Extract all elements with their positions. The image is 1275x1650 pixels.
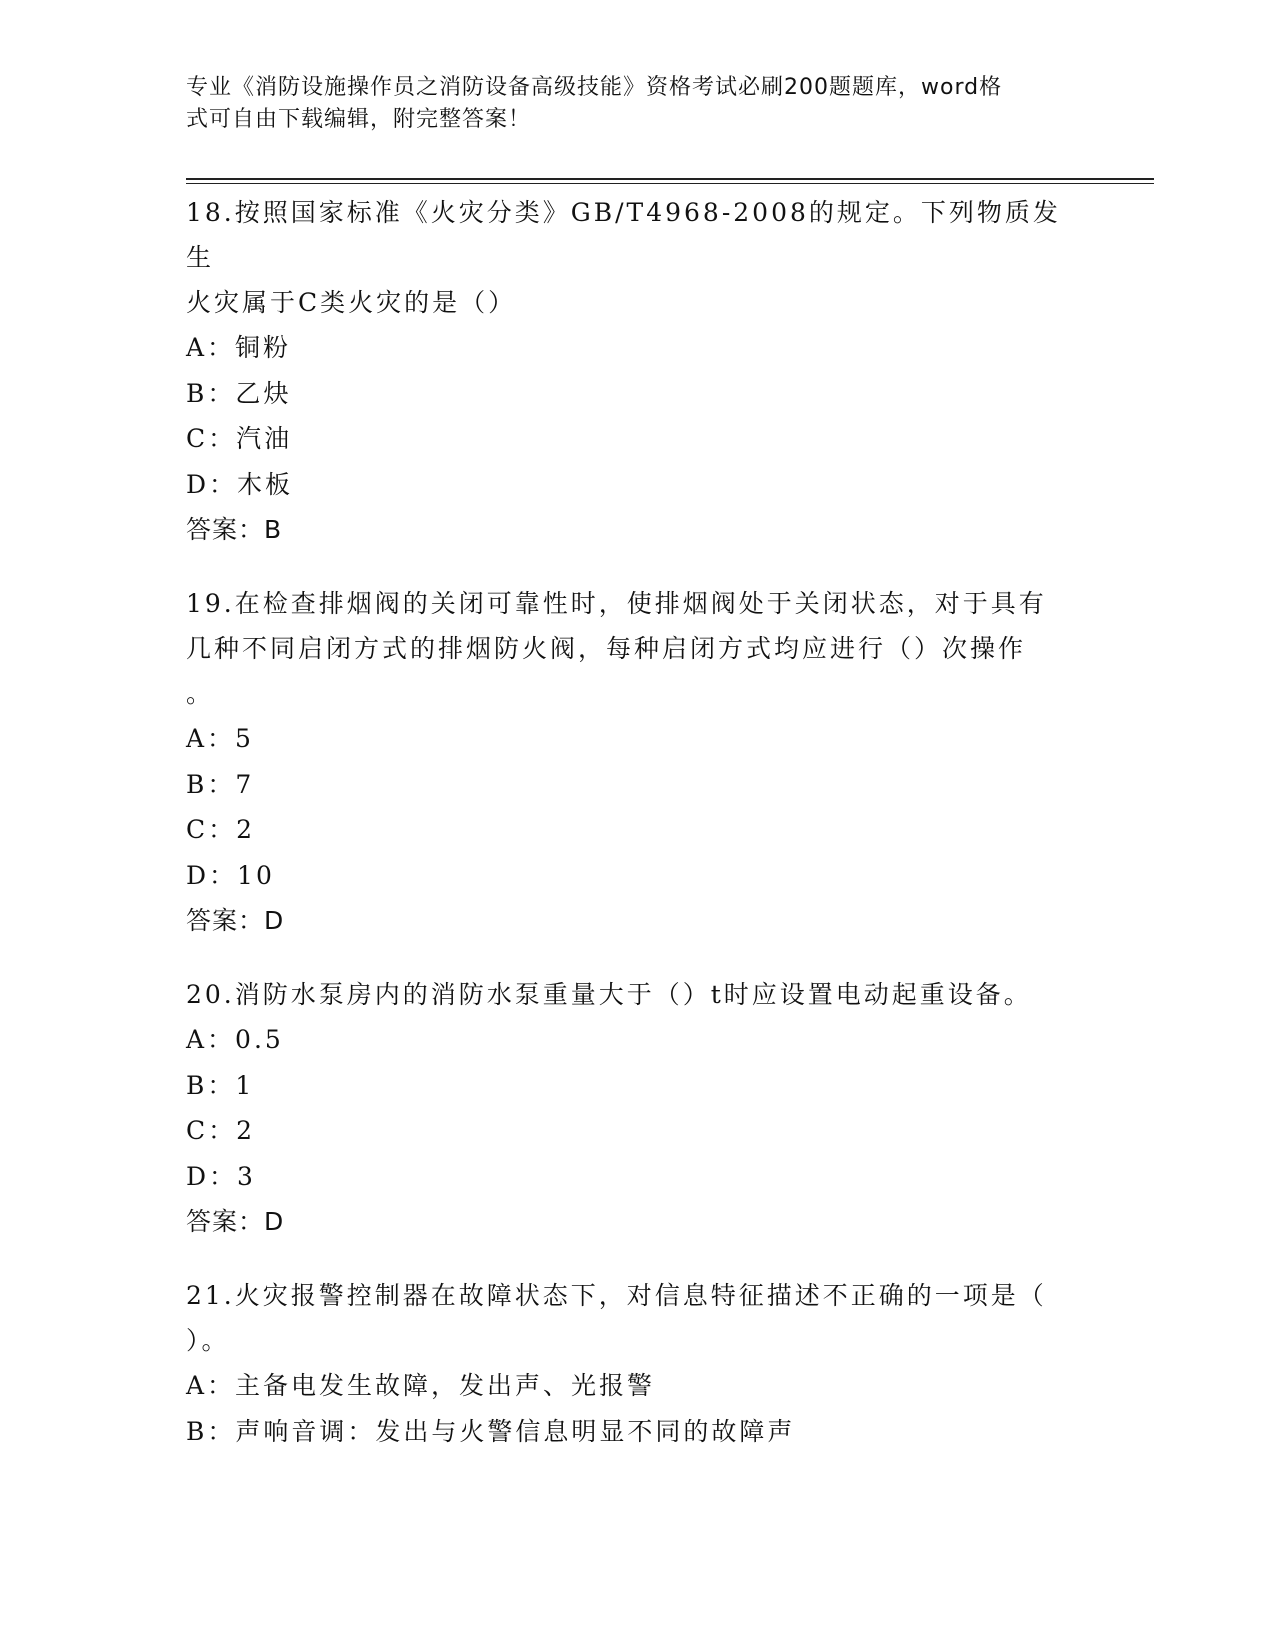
- header-divider-thin: [186, 183, 1154, 184]
- option-c: C：2: [186, 1116, 256, 1145]
- header-line-2: 式可自由下载编辑，附完整答案！: [186, 107, 532, 132]
- question-stem-line: 火灾属于C类火灾的是（）: [186, 288, 517, 317]
- option-c: C：汽油: [186, 424, 293, 453]
- question-18: [186, 190, 1086, 552]
- question-stem-line: 18.按照国家标准《火灾分类》GB/T4968-2008的规定。下列物质发生: [186, 198, 1061, 272]
- option-a: A：0.5: [186, 1025, 284, 1054]
- question-stem-line: ）。: [186, 1326, 230, 1355]
- question-20: [186, 972, 1086, 1244]
- question-19: [186, 581, 1086, 943]
- question-stem-line: 21.火灾报警控制器在故障状态下，对信息特征描述不正确的一项是（: [186, 1281, 1047, 1310]
- question-stem-line: 19.在检查排烟阀的关闭可靠性时，使排烟阀处于关闭状态，对于具有: [186, 589, 1047, 618]
- option-d: D：木板: [186, 469, 294, 499]
- question-21: [186, 1273, 1086, 1454]
- answer-line: 答案：B: [186, 515, 283, 544]
- option-d: D：10: [186, 860, 275, 890]
- option-d: D：3: [186, 1161, 256, 1191]
- header-divider-thick: [186, 178, 1154, 180]
- option-b: B：7: [186, 769, 255, 799]
- option-b: B：1: [186, 1070, 255, 1100]
- option-b: B：声响音调：发出与火警信息明显不同的故障声: [186, 1416, 796, 1446]
- answer-line: 答案：D: [186, 906, 285, 935]
- option-c: C：2: [186, 815, 256, 844]
- answer-line: 答案：D: [186, 1207, 285, 1236]
- header-line-1: 专业《消防设施操作员之消防设备高级技能》资格考试必刷200题题库，word格: [186, 75, 1003, 100]
- option-a: A：铜粉: [186, 333, 292, 362]
- option-a: A：主备电发生故障，发出声、光报警: [186, 1371, 656, 1400]
- option-a: A：5: [186, 724, 254, 753]
- question-stem-line: 几种不同启闭方式的排烟防火阀，每种启闭方式均应进行（）次操作: [186, 634, 1027, 663]
- question-stem-line: 20.消防水泵房内的消防水泵重量大于（）t时应设置电动起重设备。: [186, 980, 1032, 1009]
- option-b: B：乙炔: [186, 378, 292, 408]
- question-stem-line: 。: [186, 679, 215, 708]
- question-list: [186, 190, 1086, 1483]
- document-header: [186, 72, 1066, 136]
